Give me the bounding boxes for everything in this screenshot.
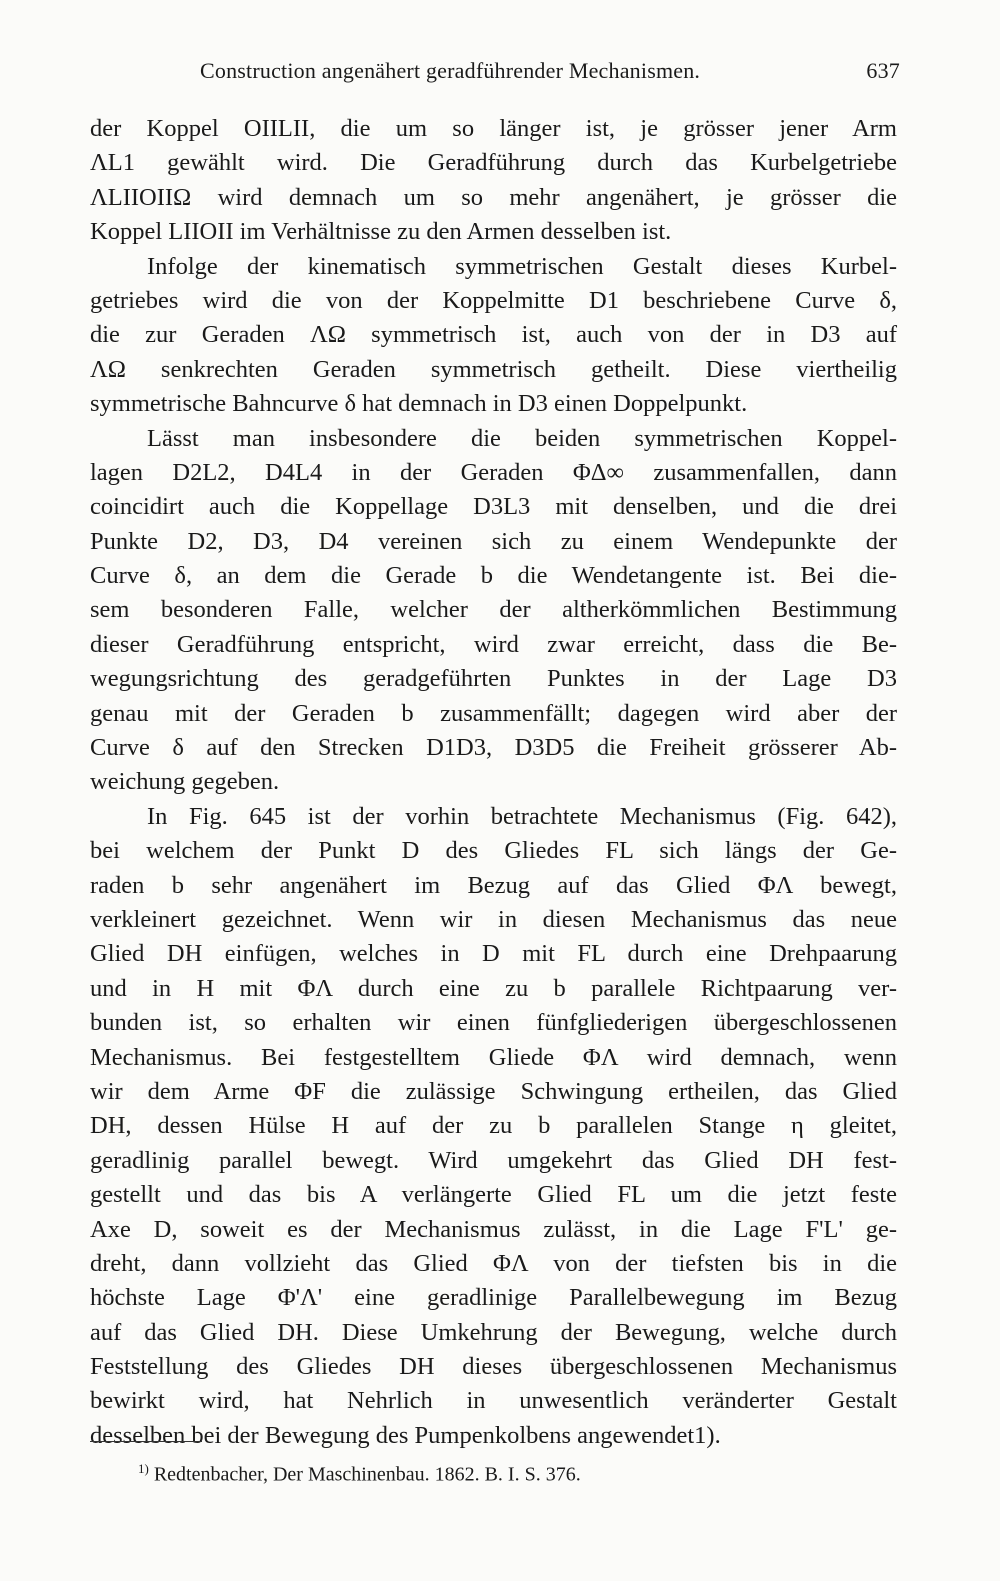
- text-line: sem besonderen Falle, welcher der altherkömmlichen Bestimmung: [90, 596, 897, 624]
- page-number: 637: [866, 58, 900, 83]
- text-line: getriebes wird die von der Koppelmitte D1 beschriebene Curve δ,: [90, 286, 897, 314]
- text-line: gestellt und das bis A verlängerte Glied FL um die jetzt feste: [90, 1181, 897, 1209]
- text-line: raden b sehr angenähert im Bezug auf das Glied ΦΛ bewegt,: [90, 871, 897, 899]
- text-line: weichung gegeben.: [90, 768, 280, 796]
- text-line: Glied DH einfügen, welches in D mit FL durch eine Drehpaarung: [90, 940, 897, 968]
- text-line: Curve δ, an dem die Gerade b die Wendetangente ist. Bei die-: [90, 562, 897, 590]
- text-line: dreht, dann vollzieht das Glied ΦΛ von der tiefsten bis in die: [90, 1249, 897, 1277]
- text-line: Lässt man insbesondere die beiden symmetrischen Koppel-: [147, 424, 897, 452]
- footnote-rule: [90, 1441, 202, 1442]
- running-header: [200, 52, 900, 88]
- text-line: dieser Geradführung entspricht, wird zwar erreicht, dass die Be-: [90, 630, 897, 658]
- text-line: desselben bei der Bewegung des Pumpenkolbens angewendet1).: [90, 1421, 721, 1449]
- text-line: wir dem Arme ΦF die zulässige Schwingung ertheilen, das Glied: [90, 1077, 897, 1105]
- text-line: geradlinig parallel bewegt. Wird umgekehrt das Glied DH fest-: [90, 1146, 897, 1174]
- body-text: [90, 112, 897, 1453]
- text-line: lagen D2L2, D4L4 in der Geraden ΦΔ∞ zusammenfallen, dann: [90, 458, 897, 486]
- footnote-marker: 1): [138, 1461, 149, 1476]
- text-line: In Fig. 645 ist der vorhin betrachtete Mechanismus (Fig. 642),: [147, 802, 897, 830]
- text-line: die zur Geraden ΛΩ symmetrisch ist, auch von der in D3 auf: [90, 321, 897, 349]
- text-line: ΛΩ senkrechten Geraden symmetrisch getheilt. Diese viertheilig: [90, 355, 897, 383]
- text-line: Mechanismus. Bei festgestelltem Gliede ΦΛ wird demnach, wenn: [90, 1043, 897, 1071]
- text-line: der Koppel OIILII, die um so länger ist, je grösser jener Arm: [90, 115, 897, 142]
- text-line: verkleinert gezeichnet. Wenn wir in diesen Mechanismus das neue: [90, 905, 897, 933]
- text-line: Curve δ auf den Strecken D1D3, D3D5 die Freiheit grösserer Ab-: [90, 734, 897, 762]
- text-line: höchste Lage Φ'Λ' eine geradlinige Parallelbewegung im Bezug: [90, 1284, 897, 1312]
- text-line: und in H mit ΦΛ durch eine zu b parallele Richtpaarung ver-: [90, 974, 897, 1002]
- text-line: ΛL1 gewählt wird. Die Geradführung durch das Kurbelgetriebe: [90, 149, 897, 177]
- text-line: auf das Glied DH. Diese Umkehrung der Bewegung, welche durch: [90, 1318, 897, 1346]
- text-line: wegungsrichtung des geradgeführten Punktes in der Lage D3: [90, 665, 897, 693]
- text-line: bei welchem der Punkt D des Gliedes FL sich längs der Ge-: [90, 837, 897, 865]
- text-line: Axe D, soweit es der Mechanismus zulässt, in die Lage F'L' ge-: [90, 1215, 897, 1243]
- text-line: bewirkt wird, hat Nehrlich in unwesentlich veränderter Gestalt: [90, 1387, 897, 1415]
- running-title: Construction angenähert geradführender Mechanismen.: [200, 58, 701, 83]
- text-line: coincidirt auch die Koppellage D3L3 mit denselben, und die drei: [90, 493, 897, 521]
- text-line: genau mit der Geraden b zusammenfällt; dagegen wird aber der: [90, 699, 897, 727]
- text-line: Koppel LIIOII im Verhältnisse zu den Armen desselben ist.: [90, 218, 672, 246]
- text-line: ΛLIIOIIΩ wird demnach um so mehr angenähert, je grösser die: [90, 183, 897, 211]
- text-line: Punkte D2, D3, D4 vereinen sich zu einem Wendepunkte der: [90, 527, 897, 555]
- text-line: Feststellung des Gliedes DH dieses übergeschlossenen Mechanismus: [90, 1353, 897, 1381]
- text-line: bunden ist, so erhalten wir einen fünfgliederigen übergeschlossenen: [90, 1009, 897, 1037]
- footnote: [138, 1461, 581, 1487]
- footnote-text: Redtenbacher, Der Maschinenbau. 1862. B. I. S. 376.: [153, 1463, 581, 1486]
- text-line: symmetrische Bahncurve δ hat demnach in D3 einen Doppelpunkt.: [90, 390, 748, 418]
- text-line: Infolge der kinematisch symmetrischen Gestalt dieses Kurbel-: [147, 252, 897, 280]
- text-line: DH, dessen Hülse H auf der zu b parallelen Stange η gleitet,: [90, 1112, 897, 1140]
